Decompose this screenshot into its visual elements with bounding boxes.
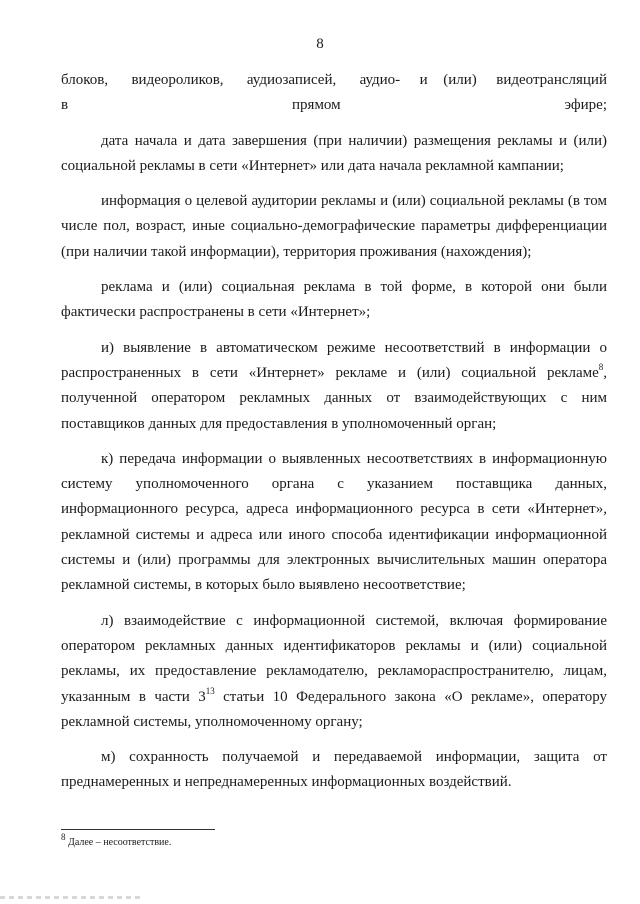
footnote-text: Далее – несоответствие. — [65, 837, 172, 848]
paragraph-7-text-a: л) взаимодействие с информационной системой, включая формирование оператором рекламных данных идентификаторов рекламы и (или) социальной рекламы, их предоставление рекламодателю, рекламораспространителю, лицам, указанным в части 3 — [61, 612, 607, 705]
page-number: 8 — [316, 36, 324, 52]
paragraph-8-text: м) сохранность получаемой и передаваемой информации, защита от преднамеренных и непреднамеренных информационных воздействий. — [61, 749, 607, 791]
footnote-reference: 8 — [598, 361, 604, 372]
paragraph-4-text: реклама и (или) социальная реклама в той форме, в которой они были фактически распространены в сети «Интернет»; — [61, 279, 607, 321]
paragraph-8 — [61, 745, 607, 796]
paragraph-3-text: информация о целевой аудитории рекламы и (или) социальной рекламы (в том числе пол, возраст, иные социально-демографические параметры дифференциации (при наличии такой информации), территория проживания (нахождения); — [61, 193, 607, 260]
scan-footer-mark — [0, 896, 140, 899]
paragraph-6 — [61, 447, 607, 599]
paragraph-7-text-b: статьи 10 Федерального закона «О рекламе», оператору рекламной системы, уполномоченному органу; — [61, 688, 608, 730]
superscript-13: 13 — [205, 685, 215, 696]
paragraph-2-text: дата начала и дата завершения (при наличии) размещения рекламы и (или) социальной рекламы в сети «Интернет» или дата начала рекламной кампании; — [61, 132, 607, 174]
paragraph-1 — [61, 68, 607, 119]
paragraph-4 — [61, 275, 607, 326]
document-body — [61, 68, 607, 806]
paragraph-7 — [61, 609, 607, 735]
paragraph-6-text: к) передача информации о выявленных несоответствиях в информационную систему уполномоченного органа с указанием поставщика данных, информационного ресурса, адреса информационного ресурса в сети «Интернет», рекламной системы и адреса или иного способа идентификации информационной системы и (или) программы для электронных вычислительных машин оператора рекламной системы, в которых было выявлено несоответствие; — [61, 450, 607, 594]
paragraph-3 — [61, 189, 607, 265]
footnote-marker: 8 — [61, 831, 66, 842]
footnote — [61, 831, 172, 849]
footnote-divider — [61, 829, 215, 830]
paragraph-1-text: блоков, видеороликов, аудиозаписей, аудио- и (или) видеотрансляций в прямом эфире; — [61, 72, 607, 114]
paragraph-2 — [61, 129, 607, 180]
paragraph-5-text-b: , полученной оператором рекламных данных от взаимодействующих с ним поставщиков данных для предоставления в уполномоченный орган; — [61, 364, 607, 432]
paragraph-5 — [61, 336, 607, 437]
paragraph-5-text-a: и) выявление в автоматическом режиме несоответствий в информации о распространенных в сети «Интернет» рекламе и (или) социальной рекламе — [61, 339, 607, 381]
